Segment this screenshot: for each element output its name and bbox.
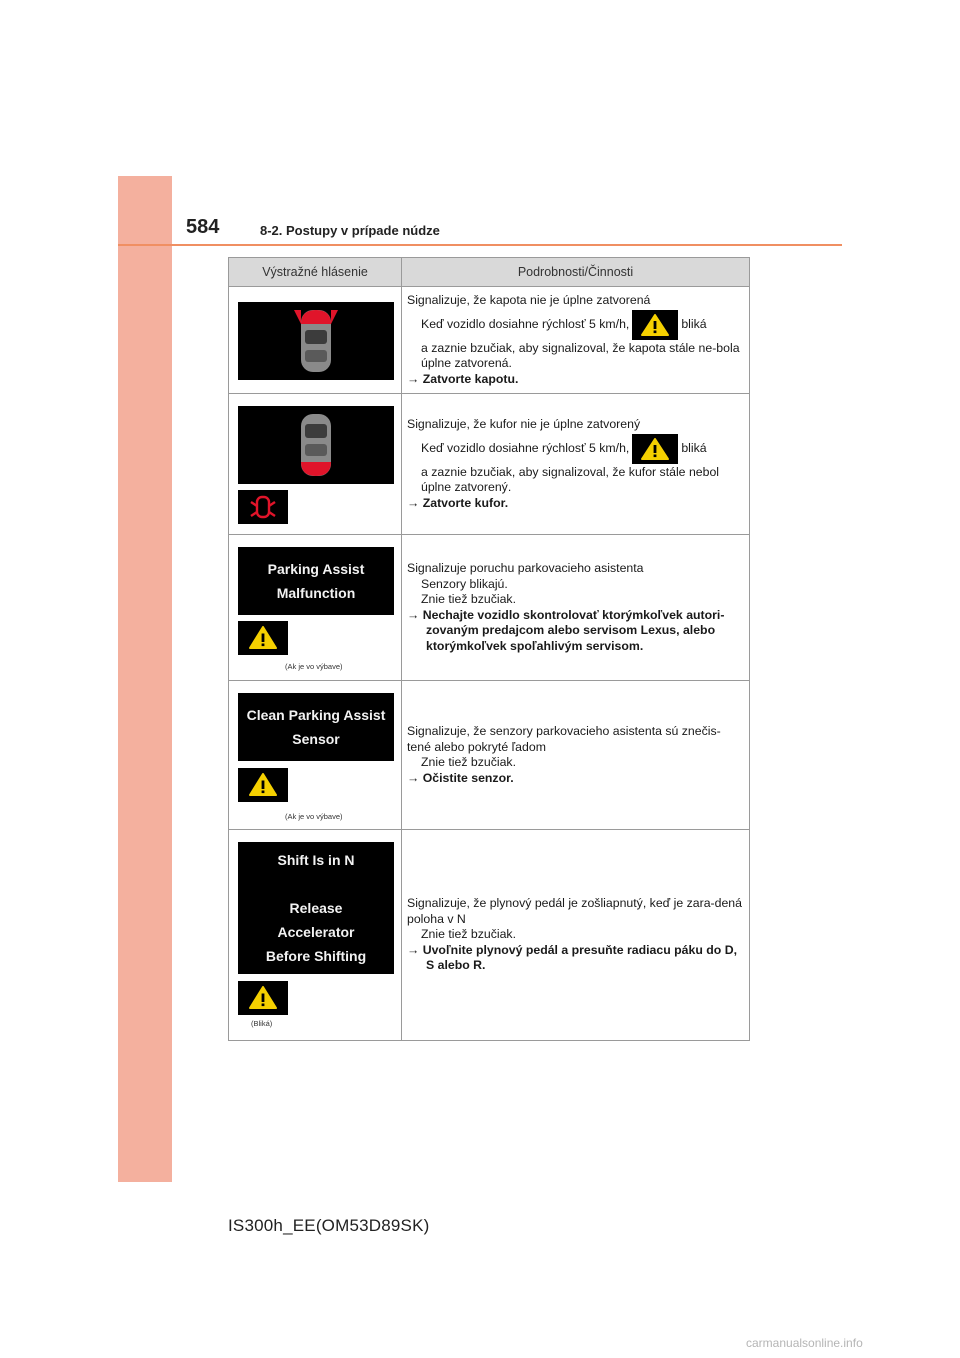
description-text: Signalizuje, že kapota nie je úplne zatvorená (407, 293, 651, 307)
screen-line: Release (289, 900, 343, 916)
details-cell (402, 287, 750, 394)
detail-text: Znie tiež bzučiak. (421, 755, 517, 769)
table-row (229, 681, 750, 830)
table-row (229, 535, 750, 681)
message-cell (229, 830, 402, 1041)
warning-triangle-icon (632, 310, 678, 340)
car-trunk-open-icon (238, 406, 394, 484)
screen-line: Shift Is in N (277, 852, 355, 868)
chapter-side-tab (118, 176, 172, 1182)
warning-messages-table (228, 257, 750, 1041)
description-text: Signalizuje poruchu parkovacieho asistenta (407, 561, 644, 575)
table-header-row (229, 258, 750, 287)
page-number: 584 (186, 216, 220, 238)
detail-text: Znie tiež bzučiak. (421, 592, 517, 606)
description-text: Signalizuje, že kufor nie je úplne zatvorený (407, 417, 641, 431)
message-cell (229, 287, 402, 394)
message-cell (229, 394, 402, 535)
speed-warning-line (407, 309, 743, 341)
description-text: Signalizuje, že plynový pedál je zošliapnutý, keď je zara-dená poloha v N (407, 896, 742, 926)
speed-warning-line (407, 433, 743, 465)
blinks-note: (Bliká) (251, 1019, 273, 1028)
equipment-note: (Ak je vo výbave) (285, 812, 343, 821)
warning-triangle-icon (238, 768, 288, 802)
column-header-details: Podrobnosti/Činnosti (402, 258, 750, 287)
screen-line: Before Shifting (265, 948, 367, 964)
speed-warning-text: Keď vozidlo dosiahne rýchlosť 5 km/h, (421, 440, 630, 455)
action-text: → Nechajte vozidlo skontrolovať ktorýmkoľvek autori-zovaným predajcom alebo servisom Lexus, alebo ktorýmkoľvek spoľahlivým servisom. (407, 607, 725, 653)
screen-line: Sensor (292, 731, 340, 747)
message-cell (229, 681, 402, 830)
speed-warning-text: Keď vozidlo dosiahne rýchlosť 5 km/h, (421, 316, 630, 331)
action-text: → Uvoľnite plynový pedál a presuňte radiacu páku do D, S alebo R. (407, 942, 737, 973)
detail-text: Znie tiež bzučiak. (421, 927, 517, 942)
parking-assist-malfunction-screen (238, 547, 394, 615)
message-cell (229, 535, 402, 681)
details-cell (402, 394, 750, 535)
blinks-text: bliká (681, 316, 707, 331)
header-rule (118, 244, 842, 246)
action-text: → Zatvorte kufor. (407, 495, 509, 510)
detail-text: Senzory blikajú. (421, 576, 508, 591)
screen-line: Parking Assist (267, 561, 365, 577)
action-text: → Očistite senzor. (407, 770, 514, 785)
screen-line (238, 872, 394, 896)
table-row (229, 830, 750, 1041)
warning-triangle-icon (238, 981, 288, 1015)
description-text: Signalizuje, že senzory parkovacieho asistenta sú znečis-tené alebo pokryté ľadom (407, 724, 721, 754)
warning-triangle-icon (632, 434, 678, 464)
screen-line: Clean Parking Assist (246, 707, 386, 723)
door-open-red-icon (238, 490, 288, 524)
continuation-text: a zaznie bzučiak, aby signalizoval, že kapota stále ne-bola úplne zatvorená. (421, 340, 740, 370)
table-row (229, 394, 750, 535)
watermark: carmanualsonline.info (746, 1336, 863, 1350)
details-cell (402, 681, 750, 830)
screen-line: Accelerator (277, 924, 355, 940)
car-hood-open-icon (238, 302, 394, 380)
details-cell (402, 830, 750, 1041)
table-row (229, 287, 750, 394)
section-title: 8-2. Postupy v prípade núdze (260, 223, 440, 238)
shift-is-in-n-screen (238, 842, 394, 974)
blinks-text: bliká (681, 440, 707, 455)
footer-model-code: IS300h_EE(OM53D89SK) (228, 1216, 430, 1235)
warning-triangle-icon (238, 621, 288, 655)
action-text: → Zatvorte kapotu. (407, 371, 519, 386)
screen-line: Malfunction (276, 585, 356, 601)
equipment-note: (Ak je vo výbave) (285, 662, 343, 671)
details-cell (402, 535, 750, 681)
continuation-text: a zaznie bzučiak, aby signalizoval, že kufor stále nebol úplne zatvorený. (421, 464, 720, 494)
clean-parking-assist-sensor-screen (238, 693, 394, 761)
column-header-message: Výstražné hlásenie (229, 258, 402, 287)
